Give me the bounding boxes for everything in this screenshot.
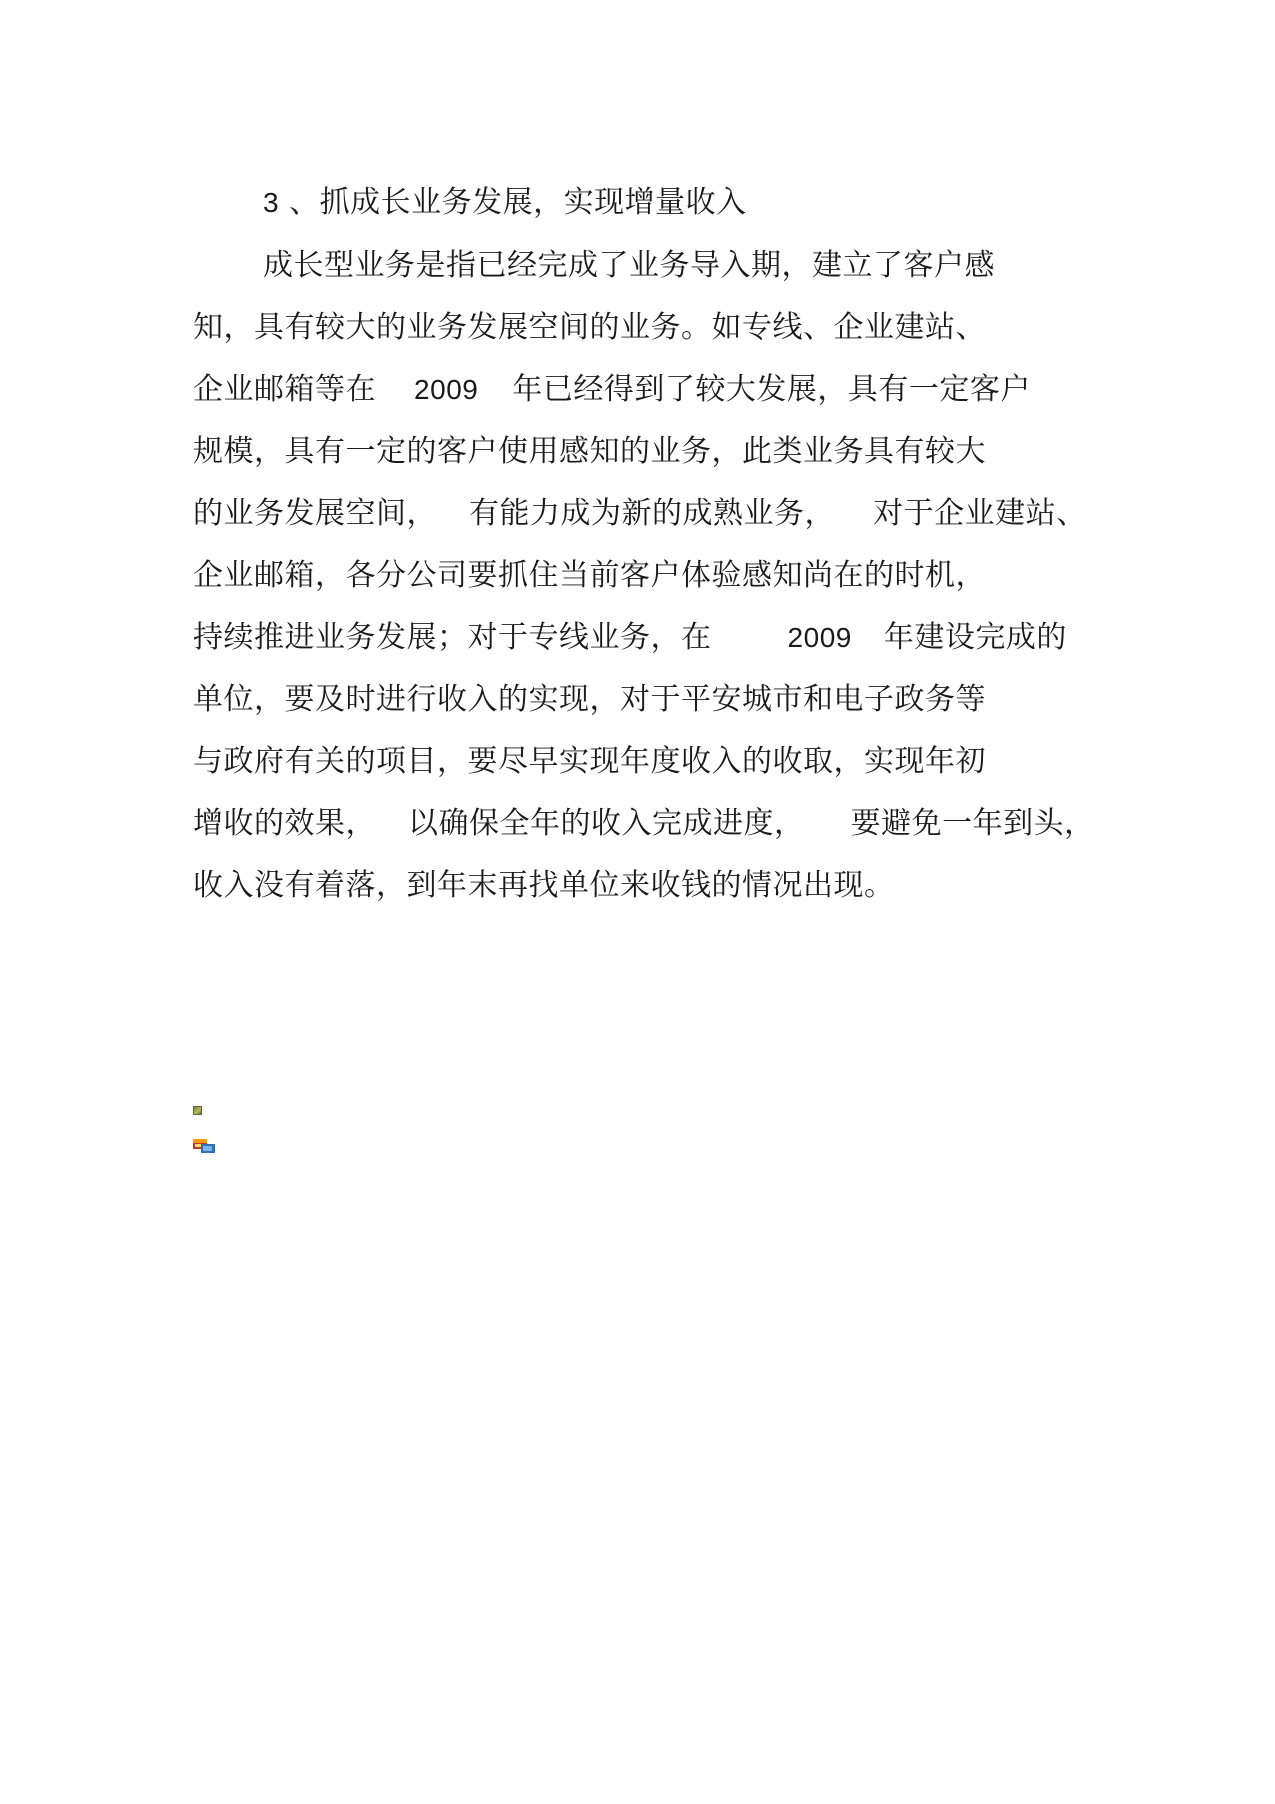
paragraph-line	[193, 742, 986, 782]
paragraph-line	[193, 494, 1087, 534]
paragraph-line	[193, 618, 1067, 658]
section-heading	[263, 183, 747, 223]
paragraph-line	[193, 308, 986, 348]
text-segment: 与政府有关的项目，要尽早实现年度收入的收取，实现年初	[193, 744, 986, 779]
text-segment: 单位，要及时进行收入的实现，对于平安城市和电子政务等	[193, 682, 986, 717]
text-segment: 持续推进业务发展；对于专线业务，在	[193, 620, 712, 655]
heading-text: 、抓成长业务发展，实现增量收入	[289, 185, 747, 220]
paragraph-line	[193, 680, 986, 720]
text-segment: 增收的效果，	[193, 806, 376, 841]
text-segment: 收入没有着落，到年末再找单位来收钱的情况出现。	[193, 868, 895, 903]
image-thumbnail-icon	[193, 1106, 202, 1115]
text-segment: 要避免一年到头，	[850, 806, 1095, 841]
text-segment: 以确保全年的收入完成进度，	[408, 806, 805, 841]
text-segment: 知，具有较大的业务发展空间的业务。如专线、企业建站、	[193, 310, 986, 345]
paragraph-line	[193, 556, 986, 596]
text-segment: 有能力成为新的成熟业务，	[469, 496, 836, 531]
paragraph-line	[193, 370, 1031, 410]
photo-thumbnail-icon	[193, 1138, 215, 1152]
text-segment: 企业邮箱等在	[193, 372, 376, 407]
year-number: 2009	[414, 374, 479, 405]
text-segment: 年建设完成的	[883, 620, 1067, 655]
text-segment: 成长型业务是指已经完成了业务导入期，建立了客户感	[263, 248, 995, 283]
text-segment: 企业邮箱，各分公司要抓住当前客户体验感知尚在的时机，	[193, 558, 986, 593]
heading-number: 3	[263, 187, 280, 218]
text-segment: 的业务发展空间，	[193, 496, 437, 531]
paragraph-line	[193, 432, 986, 472]
paragraph-line	[193, 804, 1095, 844]
paragraph-line	[193, 866, 895, 906]
year-number: 2009	[787, 622, 852, 653]
text-segment: 年已经得到了较大发展，具有一定客户	[512, 372, 1031, 407]
text-segment: 对于企业建站、	[873, 496, 1087, 531]
text-segment: 规模，具有一定的客户使用感知的业务，此类业务具有较大	[193, 434, 986, 469]
paragraph-line	[263, 246, 995, 286]
